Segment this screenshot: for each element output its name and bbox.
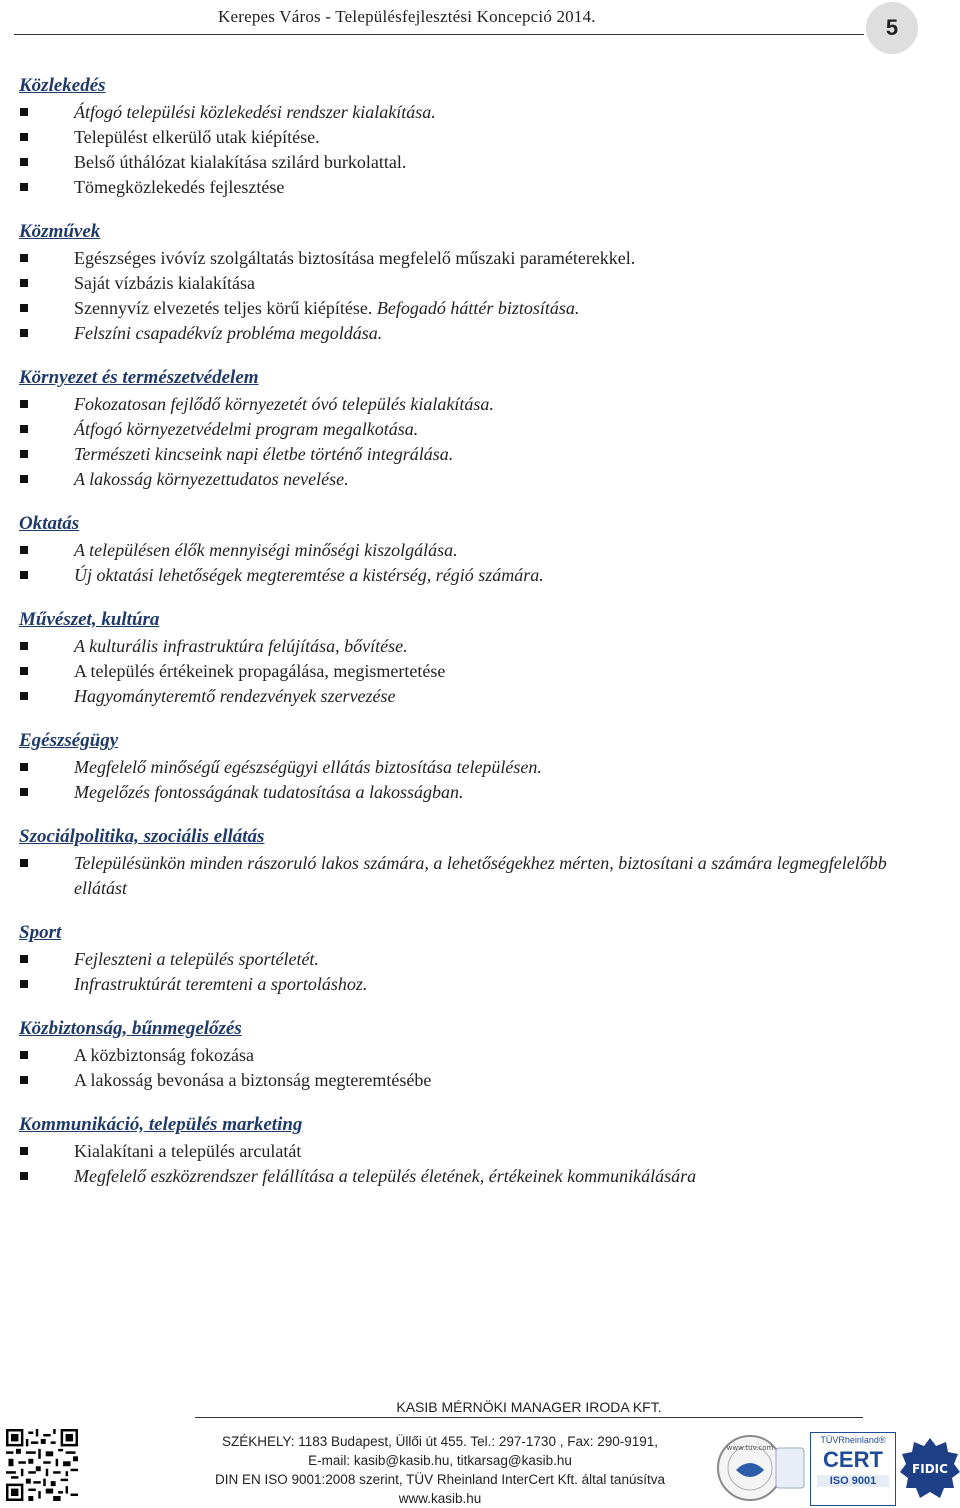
list-item: A lakosság bevonása a biztonság megteremtésébe (19, 1068, 919, 1093)
fidic-text: FIDIC (912, 1462, 948, 1476)
list-item: Fejleszteni a település sportéletét. (19, 947, 919, 972)
section-title: Művészet, kultúra (19, 609, 160, 630)
tuv-brand-text: TÜVRheinland® (820, 1435, 886, 1445)
list-item: Tömegközlekedés fejlesztése (19, 175, 919, 200)
list-item: A településen élők mennyiségi minőségi kiszolgálása. (19, 538, 919, 563)
list-item: Belső úthálózat kialakítása szilárd burkolattal. (19, 150, 919, 175)
footer-company-name: KASIB MÉRNÖKI MANAGER IRODA KFT. (396, 1399, 662, 1415)
section-title: Sport (19, 922, 62, 943)
square-bullet-icon (20, 955, 28, 963)
list-item: Átfogó települési közlekedési rendszer kialakítása. (19, 100, 919, 125)
bullet-list (19, 100, 919, 200)
section-oktatas (19, 510, 919, 588)
list-item: Természeti kincseink napi életbe történő integrálása. (19, 442, 919, 467)
section-title: Kommunikáció, település marketing (19, 1114, 303, 1135)
square-bullet-icon (20, 692, 28, 700)
square-bullet-icon (20, 667, 28, 675)
section-egeszsegugy (19, 727, 919, 805)
section-kozmuvek (19, 218, 919, 346)
bullet-list (19, 755, 919, 805)
square-bullet-icon (20, 425, 28, 433)
section-kornyezet (19, 364, 919, 492)
section-title: Egészségügy (19, 730, 119, 751)
bullet-list (19, 1043, 919, 1093)
footer-iso-line: DIN EN ISO 9001:2008 szerint, TÜV Rheinland InterCert Kft. által tanúsítva (215, 1472, 665, 1487)
list-item: Új oktatási lehetőségek megteremtése a kistérség, régió számára. (19, 563, 919, 588)
square-bullet-icon (20, 1076, 28, 1084)
list-item: Megelőzés fontosságának tudatosítása a lakosságban. (19, 780, 919, 805)
header-rule (14, 34, 864, 35)
section-kozbiztonsag (19, 1015, 919, 1093)
bullet-list (19, 947, 919, 997)
square-bullet-icon (20, 400, 28, 408)
square-bullet-icon (20, 183, 28, 191)
section-title: Oktatás (19, 513, 80, 534)
list-item: Településünkön minden rászoruló lakos számára, a lehetőségekhez mérten, biztosítani a számára legmegfelelőbb ellátást (19, 851, 919, 901)
section-title: Környezet és természetvédelem (19, 367, 259, 388)
list-item: Egészséges ivóvíz szolgáltatás biztosítása megfelelő műszaki paraméterekkel. (19, 246, 919, 271)
footer-contact (185, 1432, 695, 1508)
section-kommunikacio (19, 1111, 919, 1189)
footer-web: www.kasib.hu (398, 1491, 482, 1506)
list-item: Átfogó környezetvédelmi program megalkotása. (19, 417, 919, 442)
list-item: Felszíni csapadékvíz probléma megoldása. (19, 321, 919, 346)
document-header-title: Kerepes Város - Településfejlesztési Koncepció 2014. (218, 7, 596, 26)
list-item: Kialakítani a település arculatát (19, 1139, 919, 1164)
page-number-badge: 5 (866, 2, 918, 54)
square-bullet-icon (20, 304, 28, 312)
square-bullet-icon (20, 571, 28, 579)
section-sport (19, 919, 919, 997)
square-bullet-icon (20, 475, 28, 483)
list-item: A kulturális infrastruktúra felújítása, bővítése. (19, 634, 919, 659)
square-bullet-icon (20, 788, 28, 796)
square-bullet-icon (20, 133, 28, 141)
bullet-list (19, 538, 919, 588)
bullet-list (19, 851, 919, 901)
fidic-logo-icon (898, 1436, 960, 1500)
section-kozlekedes (19, 72, 919, 200)
qr-code-icon (6, 1429, 78, 1501)
square-bullet-icon (20, 1051, 28, 1059)
square-bullet-icon (20, 329, 28, 337)
section-title: Szociálpolitika, szociális ellátás (19, 826, 265, 847)
bullet-list (19, 392, 919, 492)
list-item: A lakosság környezettudatos nevelése. (19, 467, 919, 492)
list-item: Infrastruktúrát teremteni a sportoláshoz. (19, 972, 919, 997)
square-bullet-icon (20, 980, 28, 988)
section-szocialpolitika (19, 823, 919, 901)
list-item: Települést elkerülő utak kiépítése. (19, 125, 919, 150)
square-bullet-icon (20, 642, 28, 650)
footer-rule (195, 1417, 863, 1418)
footer-email: E-mail: kasib@kasib.hu, titkarsag@kasib.hu (308, 1453, 572, 1468)
bullet-list (19, 634, 919, 709)
tuv-seal-icon (700, 1434, 808, 1502)
section-muveszet (19, 606, 919, 709)
tuv-iso-text: ISO 9001 (817, 1475, 889, 1487)
square-bullet-icon (20, 254, 28, 262)
square-bullet-icon (20, 279, 28, 287)
tuv-cert-text: CERT (823, 1447, 883, 1472)
list-item: Megfelelő minőségű egészségügyi ellátás biztosítása településen. (19, 755, 919, 780)
document-body (19, 72, 919, 1207)
square-bullet-icon (20, 158, 28, 166)
square-bullet-icon (20, 1147, 28, 1155)
bullet-list (19, 1139, 919, 1189)
square-bullet-icon (20, 1172, 28, 1180)
section-title: Közbiztonság, bűnmegelőzés (19, 1018, 242, 1039)
certification-logos (700, 1432, 960, 1504)
list-item: A közbiztonság fokozása (19, 1043, 919, 1068)
square-bullet-icon (20, 763, 28, 771)
section-title: Közművek (19, 221, 101, 242)
bullet-list (19, 246, 919, 346)
square-bullet-icon (20, 450, 28, 458)
list-item: Szennyvíz elvezetés teljes körű kiépítése. Befogadó háttér biztosítása. (19, 296, 919, 321)
square-bullet-icon (20, 108, 28, 116)
list-item: Megfelelő eszközrendszer felállítása a település életének, értékeinek kommunikálására (19, 1164, 919, 1189)
square-bullet-icon (20, 859, 28, 867)
list-item: A település értékeinek propagálása, megismertetése (19, 659, 919, 684)
section-title: Közlekedés (19, 75, 106, 96)
list-item: Hagyományteremtő rendezvények szervezése (19, 684, 919, 709)
tuv-cert-logo (810, 1432, 896, 1506)
list-item: Saját vízbázis kialakítása (19, 271, 919, 296)
square-bullet-icon (20, 546, 28, 554)
footer-address: SZÉKHELY: 1183 Budapest, Üllői út 455. Tel.: 297-1730 , Fax: 290-9191, (221, 1434, 659, 1449)
list-item: Fokozatosan fejlődő környezetét óvó település kialakítása. (19, 392, 919, 417)
seal-text: www.tuv.com (726, 1444, 774, 1452)
